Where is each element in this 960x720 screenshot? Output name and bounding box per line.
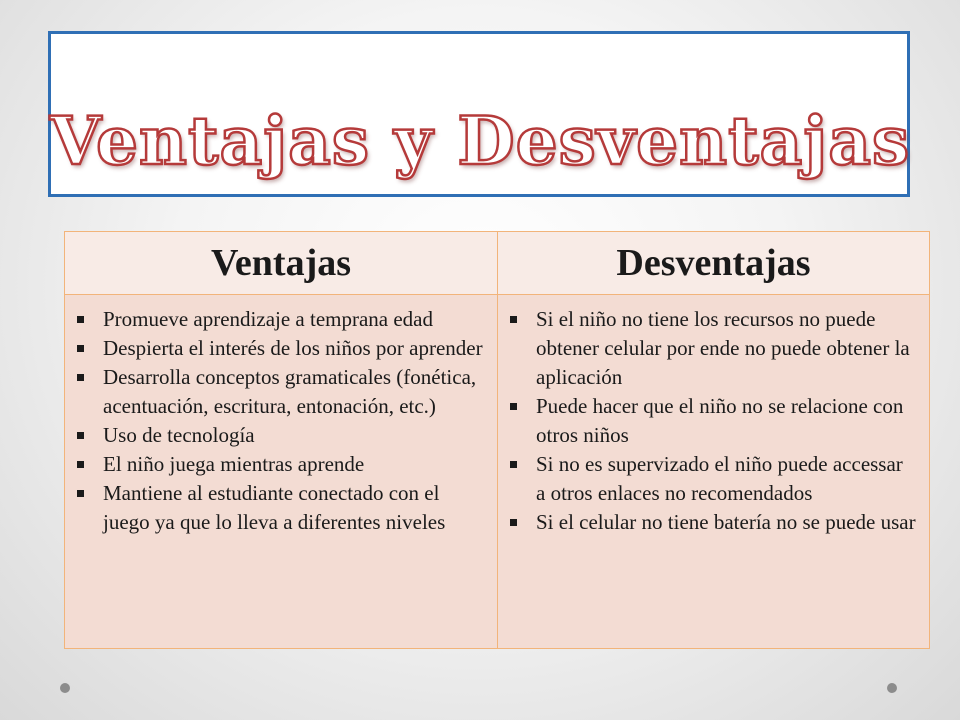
decorative-dot-icon — [887, 683, 897, 693]
ventaja-text: Desarrolla conceptos gramaticales (fonética, acentuación, escritura, entonación, etc.) — [103, 365, 477, 418]
desventaja-text: Si el niño no tiene los recursos no puede obtener celular por ende no puede obtener la aplicación — [536, 307, 910, 389]
square-bullet-icon — [77, 374, 84, 381]
header-ventajas: Ventajas — [65, 232, 498, 295]
square-bullet-icon — [510, 461, 517, 468]
list-item — [508, 392, 917, 450]
table-body-row — [65, 295, 930, 649]
square-bullet-icon — [510, 403, 517, 410]
square-bullet-icon — [77, 490, 84, 497]
decorative-dot-icon — [60, 683, 70, 693]
desventajas-cell — [498, 295, 930, 649]
list-item — [75, 305, 485, 334]
desventaja-text: Si no es supervizado el niño puede accessar a otros enlaces no recomendados — [536, 452, 903, 505]
list-item — [508, 508, 917, 537]
list-item — [508, 450, 917, 508]
square-bullet-icon — [77, 345, 84, 352]
desventajas-list — [508, 305, 917, 537]
ventajas-cell — [65, 295, 498, 649]
list-item — [508, 305, 917, 392]
ventaja-text: Mantiene al estudiante conectado con el juego ya que lo lleva a diferentes niveles — [103, 481, 446, 534]
header-desventajas: Desventajas — [498, 232, 930, 295]
ventaja-text: Promueve aprendizaje a temprana edad — [103, 307, 434, 331]
slide-title: Ventajas y Desventajas — [49, 102, 911, 180]
ventaja-text: Despierta el interés de los niños por aprender — [103, 336, 483, 360]
desventaja-text: Puede hacer que el niño no se relacione con otros niños — [536, 394, 904, 447]
table-header-row — [65, 232, 930, 295]
ventaja-text: El niño juega mientras aprende — [103, 452, 365, 476]
list-item — [75, 479, 485, 537]
square-bullet-icon — [510, 316, 517, 323]
comparison-table — [64, 231, 930, 649]
list-item — [75, 334, 485, 363]
square-bullet-icon — [77, 432, 84, 439]
square-bullet-icon — [77, 316, 84, 323]
list-item — [75, 363, 485, 421]
list-item — [75, 421, 485, 450]
ventajas-list — [75, 305, 485, 537]
ventaja-text: Uso de tecnología — [103, 423, 255, 447]
desventaja-text: Si el celular no tiene batería no se puede usar — [536, 510, 916, 534]
square-bullet-icon — [77, 461, 84, 468]
list-item — [75, 450, 485, 479]
square-bullet-icon — [510, 519, 517, 526]
